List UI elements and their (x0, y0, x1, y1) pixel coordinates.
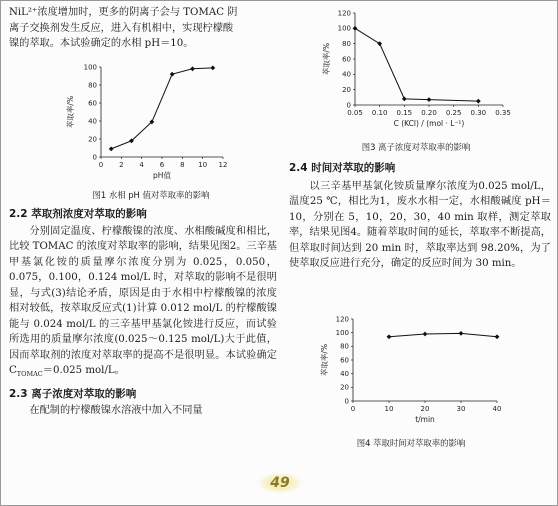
fig4-x-tick-label: 40 (492, 405, 502, 413)
fig4-data-point (423, 332, 428, 337)
fig3-x-tick-label: 0.25 (445, 109, 462, 117)
fig1-y-tick-label: 20 (88, 135, 97, 144)
fig3-y-tick-label: 80 (342, 40, 351, 49)
section-2-2-tail: ＝0.025 mol/L。 (42, 365, 125, 376)
fig3-x-axis-label: C (KCl) / (mol · L⁻¹) (393, 119, 465, 128)
section-2-3-heading: 2.3 离子浓度对萃取的影响 (9, 387, 137, 400)
fig3-y-axis-label: 萃取率/% (322, 42, 331, 76)
right-column (289, 161, 551, 272)
left-column (9, 5, 277, 52)
fig3-y-tick-label: 0 (346, 101, 351, 110)
fig4-y-tick-label: 0 (344, 397, 349, 406)
fig4-y-tick-label: 100 (335, 329, 349, 338)
fig3-series-line (355, 28, 478, 101)
fig4-y-axis-label: 萃取率/% (320, 343, 329, 377)
fig3-x-tick-label: 0.15 (396, 109, 413, 117)
fig3-y-tick-label: 40 (342, 70, 351, 79)
fig3-data-point (476, 99, 481, 104)
fig4-x-axis-label: t/min (415, 415, 435, 424)
figure-3-chart (319, 3, 509, 129)
fig3-x-tick-label: 0.30 (470, 109, 487, 117)
figure-4-chart (317, 309, 503, 427)
fig4-y-tick-label: 60 (340, 356, 349, 365)
fig3-data-point (377, 41, 382, 46)
section-2-3-body: 在配制的柠檬酸镍水溶液中加入不同量 (29, 405, 203, 417)
figure-3 (319, 3, 509, 129)
fig1-y-tick-label: 60 (88, 99, 97, 108)
section-2-2-body (9, 224, 277, 383)
left-column-body (9, 207, 277, 419)
fig4-y-tick-label: 80 (340, 342, 349, 351)
page-number: 49 (259, 473, 301, 493)
fig4-y-tick-label: 20 (340, 383, 349, 392)
fig4-x-tick-label: 0 (350, 405, 356, 413)
fig1-data-point (190, 66, 195, 71)
figure-1-chart (63, 59, 233, 187)
fig4-x-tick-label: 10 (384, 405, 394, 413)
fig3-y-tick-label: 120 (337, 9, 351, 18)
figure-1-caption: 图1 水相 pH 值对萃取率的影响 (92, 190, 210, 200)
fig3-x-tick-label: 0.05 (347, 109, 363, 117)
fig1-y-tick-label: 100 (83, 63, 97, 72)
section-2-2-sub: TOMAC (16, 370, 43, 379)
fig1-x-tick-label: 8 (180, 161, 185, 169)
section-2-2-heading: 2.2 萃取剂浓度对萃取的影响 (9, 208, 147, 220)
section-2-4-heading: 2.4 时间对萃取的影响 (289, 162, 396, 174)
intro-line-3: 镍的萃取。本试验确定的水相 pH＝10。 (9, 38, 194, 49)
fig1-x-tick-label: 0 (98, 161, 104, 169)
intro-line-1: NiL²⁺浓度增加时，更多的阴离子会与 TOMAC 阴 (9, 7, 238, 18)
fig1-y-tick-label: 80 (88, 81, 97, 90)
fig4-y-tick-label: 120 (335, 315, 349, 324)
fig3-data-point (402, 96, 407, 101)
figure-3-caption: 图3 离子浓度对萃取率的影响 (361, 142, 471, 152)
fig4-data-point (495, 334, 500, 339)
section-2-2-text: 分别固定温度、柠檬酸镍的浓度、水相酸碱度和相比，比较 TOMAC 的浓度对萃取率的影响，结果见图2。三辛基甲基氯化铵的质量摩尔浓度分别为 0.025，0.050，0.075，0.100，0.124 mol/L 时，对萃取的影响不是很明显，与式(3)结论矛盾，原因是由于水相中柠檬酸镍的浓度相对较低，按萃取反应式(1)计算 0.012 mol/L 的柠檬酸镍能与 0.024 mol/L 的三辛基甲基氯化铵进行反应，而试验所选用的质量摩尔浓度(0.025～0.125 mol/L)大于此值，因而萃取剂的浓度对萃取率的提高不是很明显。本试验确定 C (9, 225, 277, 376)
fig4-data-point (387, 334, 392, 339)
fig3-y-tick-label: 100 (337, 24, 351, 33)
figure-4 (317, 309, 503, 427)
fig3-data-point (427, 97, 432, 102)
fig4-series-line (389, 333, 497, 336)
fig1-x-tick-label: 12 (218, 161, 228, 169)
fig3-y-tick-label: 20 (342, 86, 351, 95)
fig4-x-tick-label: 30 (456, 405, 466, 413)
fig1-x-tick-label: 4 (139, 161, 144, 169)
fig3-x-tick-label: 0.35 (495, 109, 511, 117)
fig1-y-axis-label: 萃取率/% (66, 95, 75, 129)
fig1-data-point (170, 72, 175, 77)
fig1-x-tick-label: 10 (198, 161, 208, 169)
fig3-y-tick-label: 60 (342, 55, 351, 64)
figure-4-caption: 图4 萃取时间对萃取率的影响 (356, 438, 466, 448)
fig1-series-line (111, 68, 213, 149)
fig1-x-axis-label: pH值 (153, 171, 171, 180)
fig1-x-tick-label: 2 (119, 161, 124, 169)
fig4-x-tick-label: 20 (420, 405, 430, 413)
fig3-data-point (353, 26, 358, 31)
section-2-4-body: 以三辛基甲基氯化铵质量摩尔浓度为0.025 mol/L，温度25 ℃，相比为1，废水水相一定，水相酸碱度 pH＝10，分别在 5，10，20，30，40 min 取样，测定萃取率，结果见图4。随着萃取时间的延长，萃取率不断提高，但萃取时间达到 20 min 时，萃取率达到 98.20%，为了使萃取反应进行充分，确定的反应时间为 30 min。 (289, 180, 551, 269)
fig3-x-tick-label: 0.10 (371, 109, 388, 117)
intro-line-2: 离子交换剂发生反应，进入有机相中，实现柠檬酸 (9, 22, 234, 34)
figure-1 (63, 59, 233, 187)
fig1-y-tick-label: 0 (92, 153, 97, 162)
fig1-y-tick-label: 40 (88, 117, 97, 126)
fig3-x-tick-label: 0.20 (421, 109, 437, 117)
fig1-data-point (109, 147, 114, 152)
fig4-y-tick-label: 40 (340, 370, 349, 379)
fig1-x-tick-label: 6 (159, 161, 165, 169)
fig1-data-point (210, 66, 215, 71)
fig4-data-point (459, 331, 464, 336)
